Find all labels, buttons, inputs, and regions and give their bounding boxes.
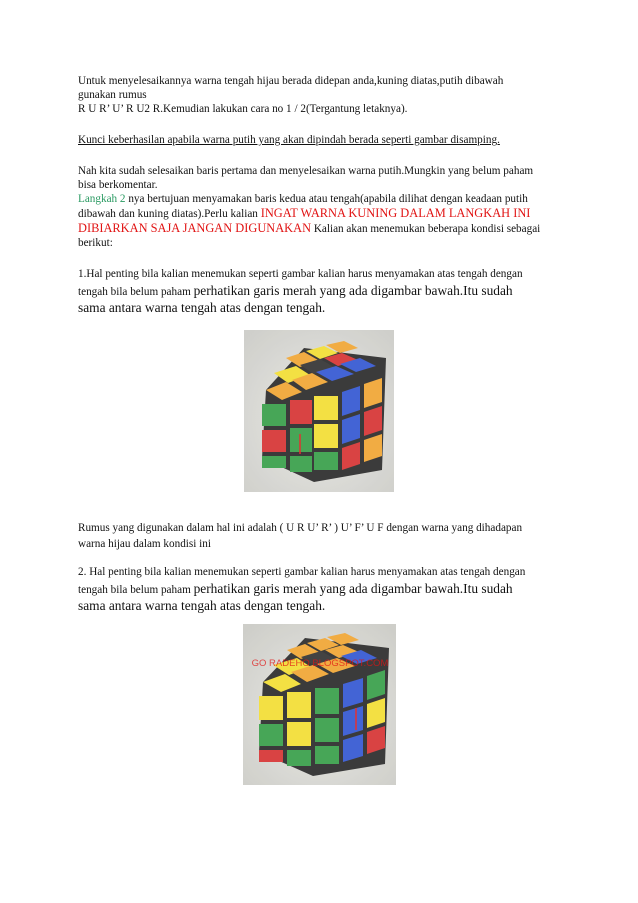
case2-line-3: sama antara warna tengah atas dengan tengah. [78, 598, 326, 613]
key-note: Kunci keberhasilan apabila warna putih yang akan dipindah berada seperti gambar disamping. [78, 134, 500, 146]
step2-line-1: Nah kita sudah selesaikan baris pertama dan menyelesaikan warna putih.Mungkin yang belum paham [78, 165, 534, 177]
intro-line-1: Untuk menyelesaikannya warna tengah hijau berada didepan anda,kuning diatas,putih dibawah [78, 75, 504, 87]
case1-formula-line-1: Rumus yang digunakan dalam hal ini adalah ( U R U’ R’ ) U’ F’ U F dengan warna yang dihadapan [78, 522, 523, 534]
rubiks-cube-photo-1 [244, 330, 394, 492]
case1-line-1: 1.Hal penting bila kalian menemukan seperti gambar kalian harus menyamakan atas tengah dengan [78, 268, 523, 280]
step2-paragraph [78, 164, 568, 250]
case1-line-2: tengah bila belum paham perhatikan garis merah yang ada digambar bawah.Itu sudah [78, 283, 513, 298]
case1-line-3: sama antara warna tengah atas dengan tengah. [78, 300, 326, 315]
watermark: GO RADEHO BLOGSPOT.COM [251, 658, 389, 669]
case1-paragraph [78, 267, 568, 316]
step2-line-3: Langkah 2 nya bertujuan menyamakan baris kedua atau tengah(apabila dilihat dengan keadaan putih [78, 193, 528, 205]
step2-line-4: dibawah dan kuning diatas).Perlu kalian INGAT WARNA KUNING DALAM LANGKAH INI [78, 206, 531, 220]
step2-line-6: berikut: [78, 237, 113, 249]
case2-paragraph [78, 565, 568, 614]
step2-label: Langkah 2 [78, 193, 126, 205]
step2-line-5: DIBIARKAN SAJA JANGAN DIGUNAKAN Kalian akan menemukan beberapa kondisi sebagai [78, 221, 541, 235]
case1-formula-line-2: warna hijau dalam kondisi ini [78, 538, 211, 550]
case1-formula-paragraph [78, 520, 568, 552]
step2-line-2: bisa berkomentar. [78, 179, 158, 191]
intro-paragraph [78, 74, 568, 116]
intro-formula-line: R U R’ U’ R U2 R.Kemudian lakukan cara no 1 / 2(Tergantung letaknya). [78, 103, 408, 115]
intro-line-2: gunakan rumus [78, 89, 147, 101]
case2-line-2: tengah bila belum paham perhatikan garis merah yang ada digambar bawah.Itu sudah [78, 581, 513, 596]
case2-line-1: 2. Hal penting bila kalian menemukan seperti gambar kalian harus menyamakan atas tengah dengan [78, 566, 526, 578]
warning-text-1: INGAT WARNA KUNING DALAM LANGKAH INI [260, 206, 531, 220]
warning-text-2: DIBIARKAN SAJA JANGAN DIGUNAKAN [78, 221, 312, 235]
rubiks-cube-photo-2 [243, 624, 396, 785]
